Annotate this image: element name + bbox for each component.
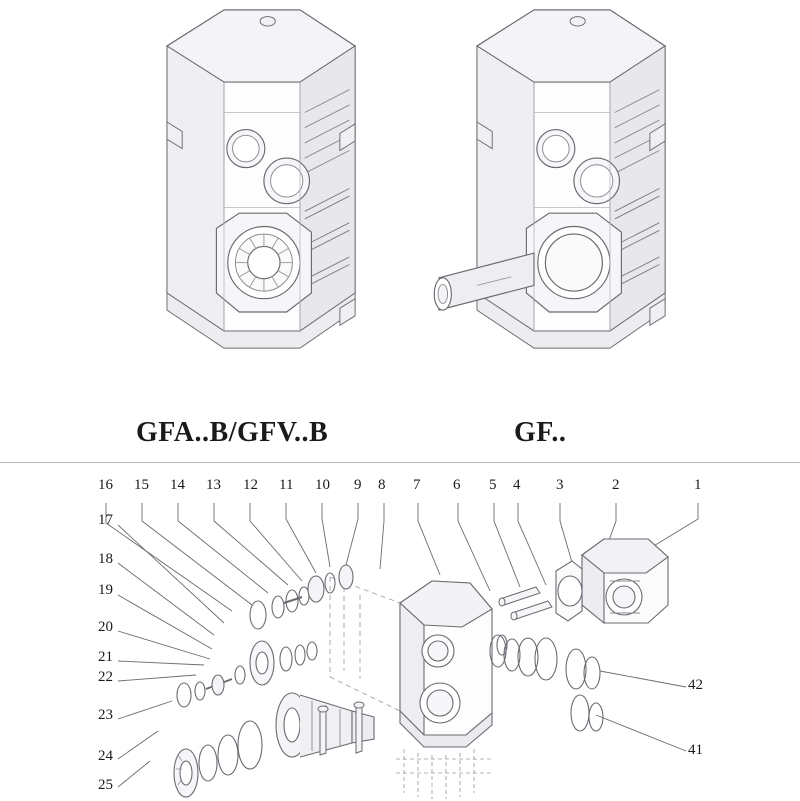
callout-5: 5 xyxy=(489,477,497,493)
lower-right-parts xyxy=(566,649,603,731)
callout-4: 4 xyxy=(513,477,521,493)
shaft-pins xyxy=(499,587,552,620)
callout-42: 42 xyxy=(688,677,703,693)
callout-25: 25 xyxy=(98,777,113,793)
callout-19: 19 xyxy=(98,582,113,598)
left-gear-unit-drawing xyxy=(167,10,355,348)
callout-14: 14 xyxy=(170,477,185,493)
callout-9: 9 xyxy=(354,477,362,493)
callout-2: 2 xyxy=(612,477,620,493)
callout-18: 18 xyxy=(98,551,113,567)
callout-1: 1 xyxy=(694,477,702,493)
bottom-panel xyxy=(0,462,800,801)
housing-body xyxy=(400,581,492,747)
callout-10: 10 xyxy=(315,477,330,493)
exploded-diagram-svg xyxy=(0,463,800,801)
callout-12: 12 xyxy=(243,477,258,493)
callout-17: 17 xyxy=(98,512,113,528)
callout-3: 3 xyxy=(556,477,564,493)
callout-15: 15 xyxy=(134,477,149,493)
adapter-flange xyxy=(556,561,582,621)
housing-lower-dashes xyxy=(396,749,492,799)
callout-6: 6 xyxy=(453,477,461,493)
leader-lines-left xyxy=(118,525,224,787)
callout-11: 11 xyxy=(279,477,294,493)
leader-lines-right xyxy=(596,671,686,751)
callout-13: 13 xyxy=(206,477,221,493)
small-parts-upper xyxy=(250,565,353,629)
callout-24: 24 xyxy=(98,748,113,764)
callout-21: 21 xyxy=(98,649,113,665)
gear-and-shaft xyxy=(174,693,374,797)
projection-lines xyxy=(330,577,400,711)
callout-8: 8 xyxy=(378,477,386,493)
callout-16: 16 xyxy=(98,477,113,493)
caption-gf: GF.. xyxy=(514,417,567,448)
callout-7: 7 xyxy=(413,477,421,493)
callout-41: 41 xyxy=(688,742,703,758)
spacer-rings xyxy=(490,635,557,680)
callout-22: 22 xyxy=(98,669,113,685)
callout-23: 23 xyxy=(98,707,113,723)
motor-adapter xyxy=(582,539,668,623)
callout-20: 20 xyxy=(98,619,113,635)
right-gear-unit-drawing xyxy=(434,10,665,348)
caption-gfab-gfvb: GFA..B/GFV..B xyxy=(136,417,329,448)
